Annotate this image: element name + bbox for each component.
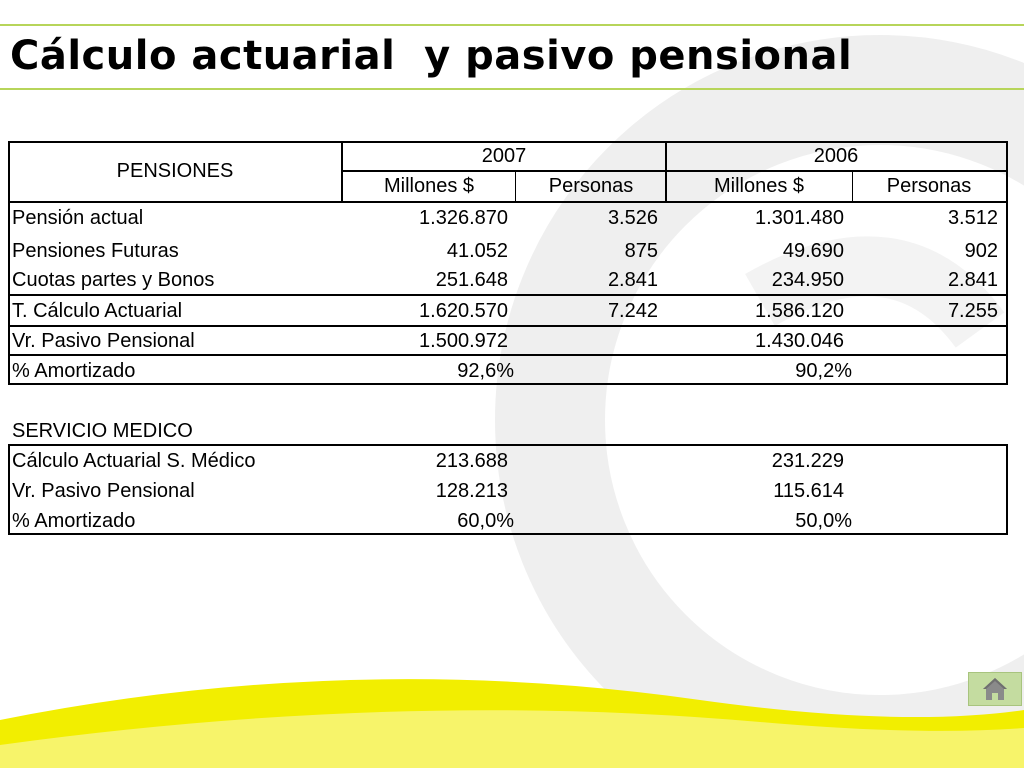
grid-line (8, 383, 1008, 385)
header-pensiones: PENSIONES (116, 160, 234, 182)
row-personas-2006: 902 (964, 240, 998, 262)
grid-line (665, 141, 667, 201)
home-button[interactable] (968, 672, 1022, 706)
row-personas-2007: 875 (624, 240, 658, 262)
row-amortizado-2007: 92,6% (457, 360, 514, 382)
header-personas-2006: Personas (886, 175, 972, 197)
row-millones-2006: 234.950 (771, 269, 844, 291)
row-personas-2006: 2.841 (947, 269, 998, 291)
medical-row-2006: 231.229 (771, 450, 844, 472)
grid-line (342, 170, 1008, 172)
grid-line (8, 294, 1008, 296)
row-millones-2007: 1.326.870 (419, 207, 508, 229)
row-personas-2007: 2.841 (607, 269, 658, 291)
row-personas-2007: 7.242 (607, 300, 658, 322)
grid-line (8, 354, 1008, 356)
grid-line (8, 141, 1008, 143)
header-millones-2007: Millones $ (383, 175, 475, 197)
medical-row-2007: 60,0% (457, 510, 514, 532)
row-millones-2006: 1.430.046 (755, 330, 844, 352)
medical-row-label: Cálculo Actuarial S. Médico (12, 450, 256, 472)
grid-line (1006, 141, 1008, 385)
title-top-rule (0, 24, 1024, 26)
header-personas-2007: Personas (548, 175, 634, 197)
grid-line (8, 533, 1008, 535)
row-millones-2007: 251.648 (435, 269, 508, 291)
row-amortizado-2006: 90,2% (795, 360, 852, 382)
row-label: Cuotas partes y Bonos (12, 269, 215, 291)
grid-line (8, 201, 1008, 203)
home-icon (981, 676, 1009, 702)
row-personas-2007: 3.526 (607, 207, 658, 229)
row-label: Pensión actual (12, 207, 144, 229)
medical-row-2007: 128.213 (435, 480, 508, 502)
page-title: Cálculo actuarial y pasivo pensional (10, 33, 853, 79)
medical-row-label: Vr. Pasivo Pensional (12, 480, 195, 502)
grid-line (8, 444, 1008, 446)
grid-line (515, 171, 516, 201)
grid-line (1006, 444, 1008, 535)
row-millones-2007: 1.500.972 (419, 330, 508, 352)
header-year-2007: 2007 (481, 145, 527, 167)
grid-line (341, 141, 343, 201)
row-millones-2007: 41.052 (446, 240, 508, 262)
grid-line (8, 444, 10, 535)
row-millones-2006: 49.690 (782, 240, 844, 262)
row-label: T. Cálculo Actuarial (12, 300, 183, 322)
medical-row-2006: 50,0% (795, 510, 852, 532)
grid-line (852, 171, 853, 201)
grid-line (8, 141, 10, 385)
header-year-2006: 2006 (813, 145, 859, 167)
row-personas-2006: 7.255 (947, 300, 998, 322)
row-millones-2006: 1.586.120 (755, 300, 844, 322)
row-label: % Amortizado (12, 360, 136, 382)
medical-row-2006: 115.614 (773, 480, 844, 502)
row-label: Vr. Pasivo Pensional (12, 330, 195, 352)
grid-line (8, 325, 1008, 327)
title-bottom-rule (0, 88, 1024, 90)
medical-row-2007: 213.688 (435, 450, 508, 472)
row-millones-2007: 1.620.570 (419, 300, 508, 322)
row-personas-2006: 3.512 (947, 207, 998, 229)
header-millones-2006: Millones $ (713, 175, 805, 197)
row-millones-2006: 1.301.480 (755, 207, 844, 229)
row-label: Pensiones Futuras (12, 240, 179, 262)
section-servicio-medico: SERVICIO MEDICO (12, 420, 193, 442)
medical-row-label: % Amortizado (12, 510, 136, 532)
